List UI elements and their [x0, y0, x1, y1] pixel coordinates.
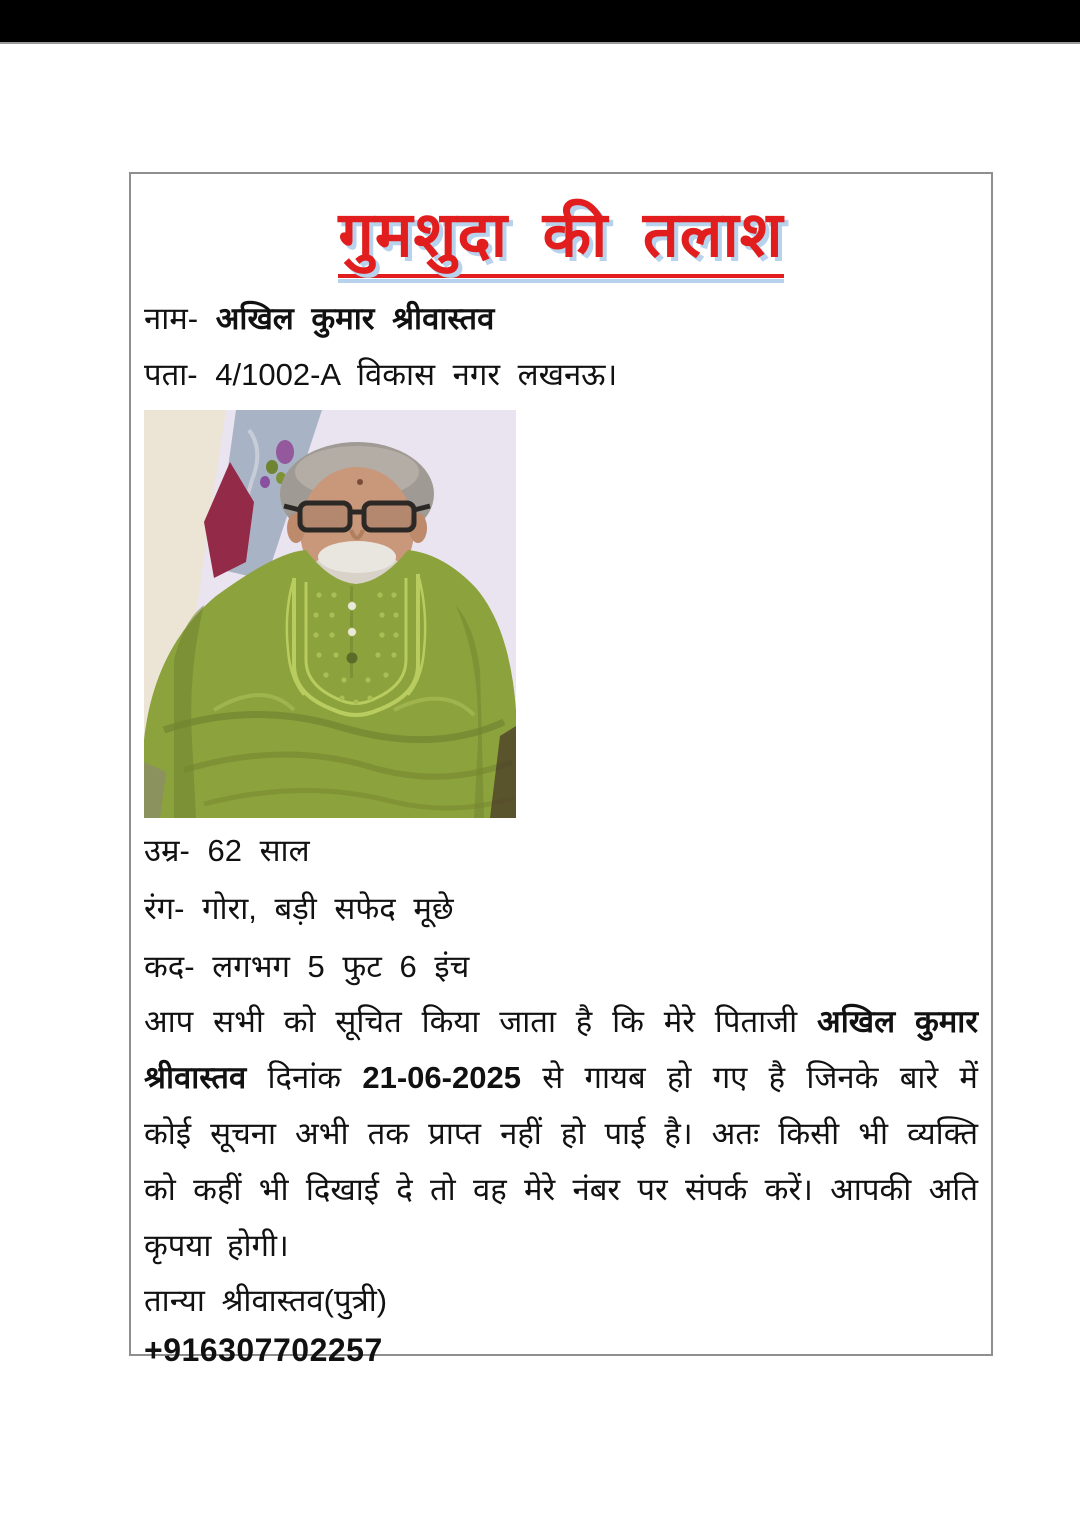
age-value: 62 साल [207, 833, 310, 869]
missing-person-poster [129, 172, 993, 1369]
photo-button [348, 628, 357, 637]
notice-text: दिनांक [267, 1059, 342, 1095]
photo-button [348, 602, 357, 611]
age-row [144, 830, 978, 872]
contact-name: तान्या श्रीवास्तव(पुत्री) [144, 1282, 388, 1318]
complexion-row [144, 888, 978, 930]
phone-number-row [144, 1329, 978, 1372]
name-label: नाम- [144, 301, 199, 337]
name-value: अखिल कुमार श्रीवास्तव [215, 301, 495, 337]
page-title: गुमशुदा की तलाश [338, 198, 783, 278]
contact-name-row [144, 1280, 978, 1322]
top-black-bar [0, 0, 1080, 44]
missing-person-photo [144, 410, 516, 818]
age-label: उम्र- [144, 833, 190, 869]
complexion-label: रंग- [144, 890, 185, 926]
complexion-value: गोरा, बड़ी सफेद मूछे [202, 890, 454, 926]
height-label: कद- [144, 948, 195, 984]
notice-paragraph [144, 994, 978, 1274]
address-label: पता- [144, 357, 198, 393]
title-row [144, 198, 978, 278]
address-row [144, 354, 978, 396]
notice-missing-name: अखिल कुमार श्रीवास्तव [144, 1003, 979, 1095]
height-value: लगभग 5 फुट 6 इंच [212, 948, 470, 984]
notice-missing-date: 21-06-2025 [362, 1059, 521, 1095]
address-value: 4/1002-A विकास नगर लखनऊ। [215, 357, 618, 393]
phone-number: +916307702257 [144, 1332, 383, 1369]
photo-button [347, 653, 358, 664]
photo-mustache [318, 541, 396, 573]
notice-text: से गायब हो गए है जिनके बारे में कोई सूचना अभी तक प्राप्त नहीं हो पाई है। अतः किसी भी व्यक्ति को कहीं भी दिखाई दे तो वह मेरे नंबर पर संपर्क करें। आपकी अति कृपया होगी। [144, 1059, 978, 1263]
notice-text: आप सभी को सूचित किया जाता है कि मेरे पिताजी [144, 1003, 798, 1039]
height-row [144, 946, 978, 988]
name-row [144, 298, 978, 340]
